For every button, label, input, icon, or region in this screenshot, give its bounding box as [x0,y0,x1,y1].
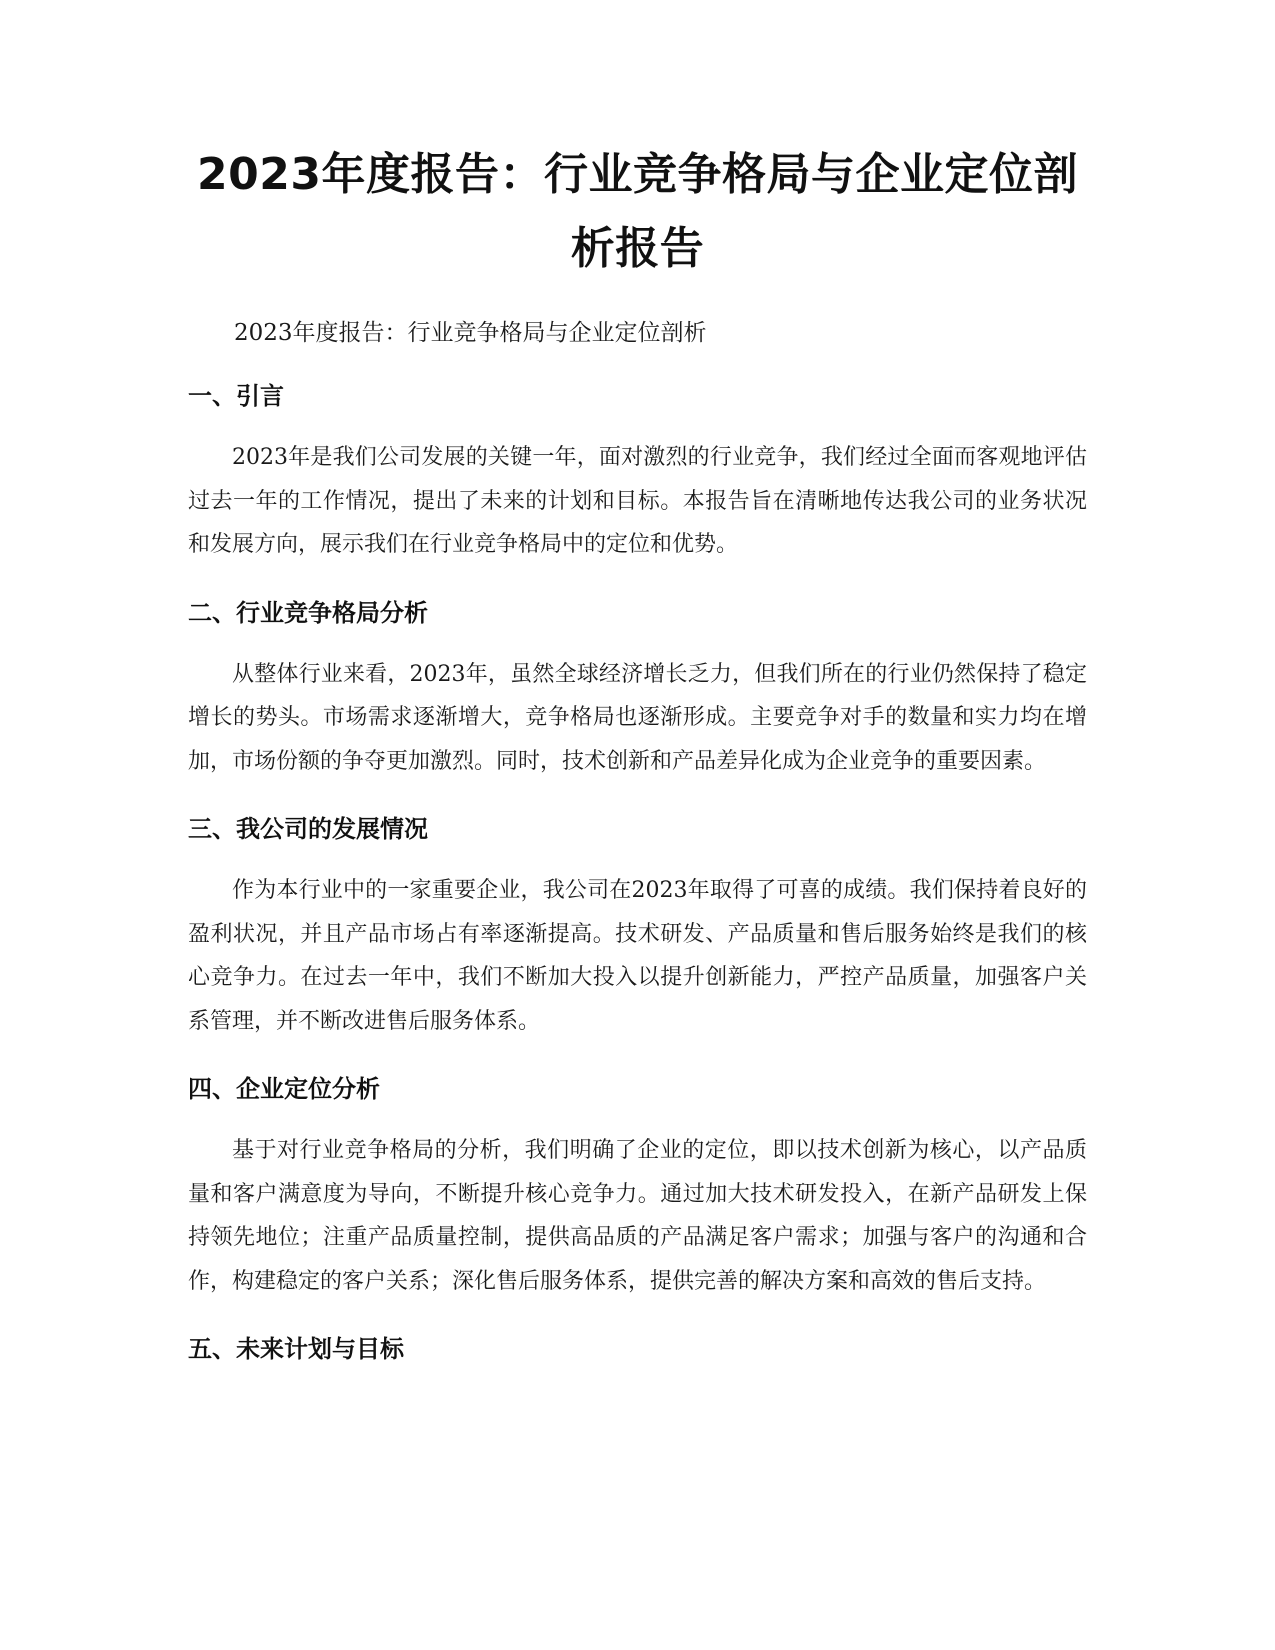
section-heading: 四、企业定位分析 [188,1075,380,1103]
document-subtitle: 2023年度报告：行业竞争格局与企业定位剖析 [234,320,707,346]
section-paragraph: 作为本行业中的一家重要企业，我公司在2023年取得了可喜的成绩。我们保持着良好的盈利状况，并且产品市场占有率逐渐提高。技术研发、产品质量和售后服务始终是我们的核心竞争力。在过去一年中，我们不断加大投入以提升创新能力，严控产品质量，加强客户关系管理，并不断改进售后服务体系。 [188,878,1087,1034]
section-paragraph: 从整体行业来看，2023年，虽然全球经济增长乏力，但我们所在的行业仍然保持了稳定增长的势头。市场需求逐渐增大，竞争格局也逐渐形成。主要竞争对手的数量和实力均在增加，市场份额的争夺更加激烈。同时，技术创新和产品差异化成为企业竞争的重要因素。 [188,661,1087,774]
section-positioning [188,1069,1087,1303]
section-heading: 二、行业竞争格局分析 [188,598,428,627]
section-paragraph: 2023年是我们公司发展的关键一年，面对激烈的行业竞争，我们经过全面而客观地评估过去一年的工作情况，提出了未来的计划和目标。本报告旨在清晰地传达我公司的业务状况和发展方向，展示我们在行业竞争格局中的定位和优势。 [188,445,1087,557]
section-paragraph: 基于对行业竞争格局的分析，我们明确了企业的定位，即以技术创新为核心，以产品质量和客户满意度为导向，不断提升核心竞争力。通过加大技术研发投入，在新产品研发上保持领先地位；注重产品质量控制，提供高品质的产品满足客户需求；加强与客户的沟通和合作，构建稳定的客户关系；深化售后服务体系，提供完善的解决方案和高效的售后支持。 [188,1138,1087,1294]
section-heading: 一、引言 [188,382,284,410]
section-industry-competition [188,593,1087,784]
section-future-plans [188,1329,1087,1369]
section-introduction [188,376,1087,567]
section-heading: 五、未来计划与目标 [188,1335,404,1363]
section-heading: 三、我公司的发展情况 [188,815,428,843]
document-title: 2023年度报告：行业竞争格局与企业定位剖析报告 [197,149,1078,274]
section-company-development [188,809,1087,1043]
